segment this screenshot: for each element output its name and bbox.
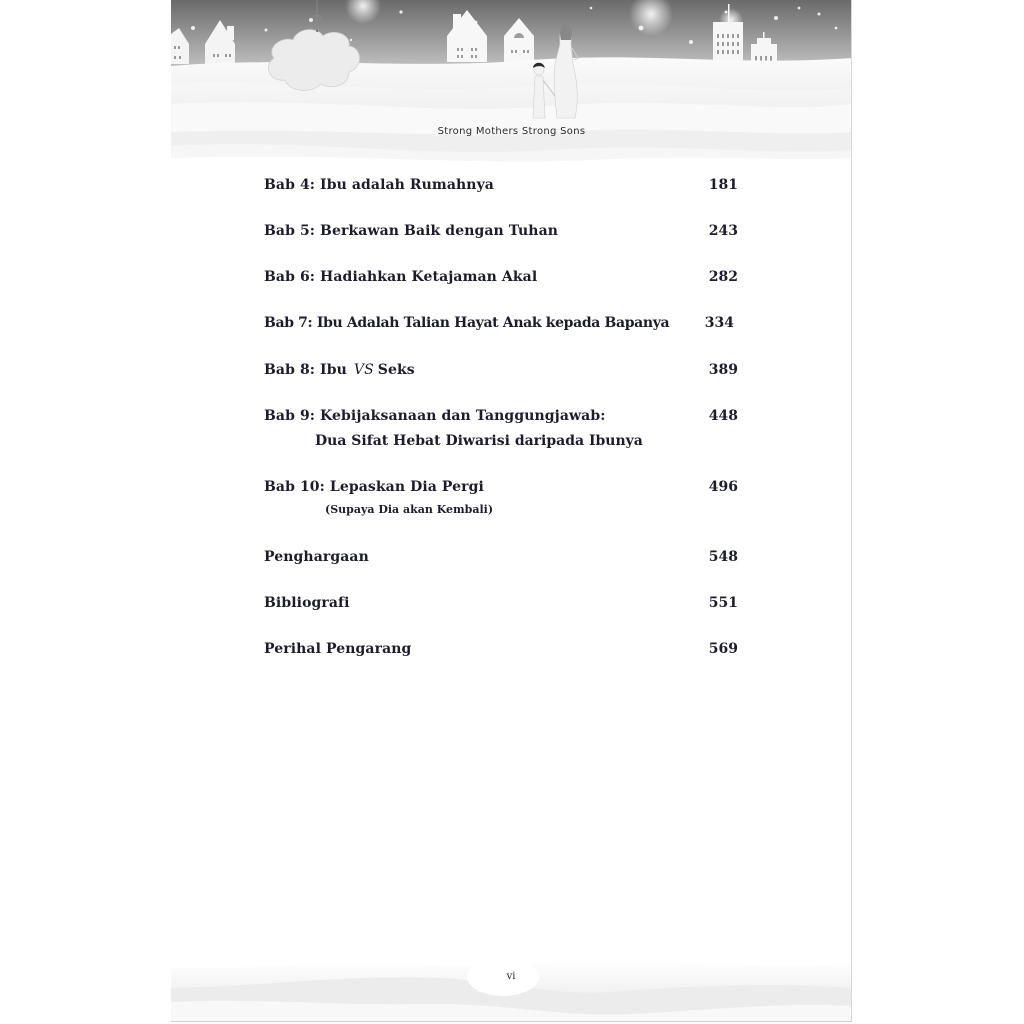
toc-entry-page: 389 — [708, 362, 738, 378]
toc-entry-page: 496 — [708, 479, 738, 495]
toc-entry-subtitle: (Supaya Dia akan Kembali) — [325, 503, 494, 516]
toc-entry-title: Bab 9: Kebijaksanaan dan Tanggungjawab: — [264, 408, 606, 424]
book-page — [171, 0, 852, 1022]
winter-scene-icon — [171, 0, 852, 170]
toc-entry-page: 243 — [708, 223, 738, 239]
toc-entry-title: Penghargaan — [264, 549, 369, 565]
header-illustration — [171, 0, 852, 170]
toc-entry-title: Bab 7: Ibu Adalah Talian Hayat Anak kepada Bapanya — [264, 315, 670, 331]
toc-entry-page: 282 — [708, 269, 738, 285]
toc-entry-page: 448 — [708, 408, 738, 424]
toc-entry-title: Perihal Pengarang — [264, 641, 412, 657]
toc-entry-title — [264, 362, 415, 378]
toc-entry-subtitle: Dua Sifat Hebat Diwarisi daripada Ibunya — [315, 433, 643, 449]
toc-entry-title: Bab 4: Ibu adalah Rumahnya — [264, 177, 494, 193]
toc-entry-page: 181 — [708, 177, 738, 193]
toc-entry-title-prefix: Bab 8: Ibu — [264, 362, 347, 378]
running-header-title: Strong Mothers Strong Sons — [437, 126, 586, 137]
toc-entry-page: 548 — [708, 549, 738, 565]
toc-entry-page: 334 — [704, 315, 734, 331]
toc-entry-page: 569 — [708, 641, 738, 657]
toc-entry-title: Bab 5: Berkawan Baik dengan Tuhan — [264, 223, 559, 239]
toc-entry-title: Bab 6: Hadiahkan Ketajaman Akal — [264, 269, 538, 285]
toc-entry-title-emphasis: VS — [353, 362, 374, 378]
toc-entry-title: Bab 10: Lepaskan Dia Pergi — [264, 479, 484, 495]
toc-entry-title: Bibliografi — [264, 595, 350, 611]
toc-entry-page: 551 — [708, 595, 738, 611]
page-number: vi — [506, 971, 516, 982]
toc-entry-title-suffix: Seks — [377, 362, 415, 378]
